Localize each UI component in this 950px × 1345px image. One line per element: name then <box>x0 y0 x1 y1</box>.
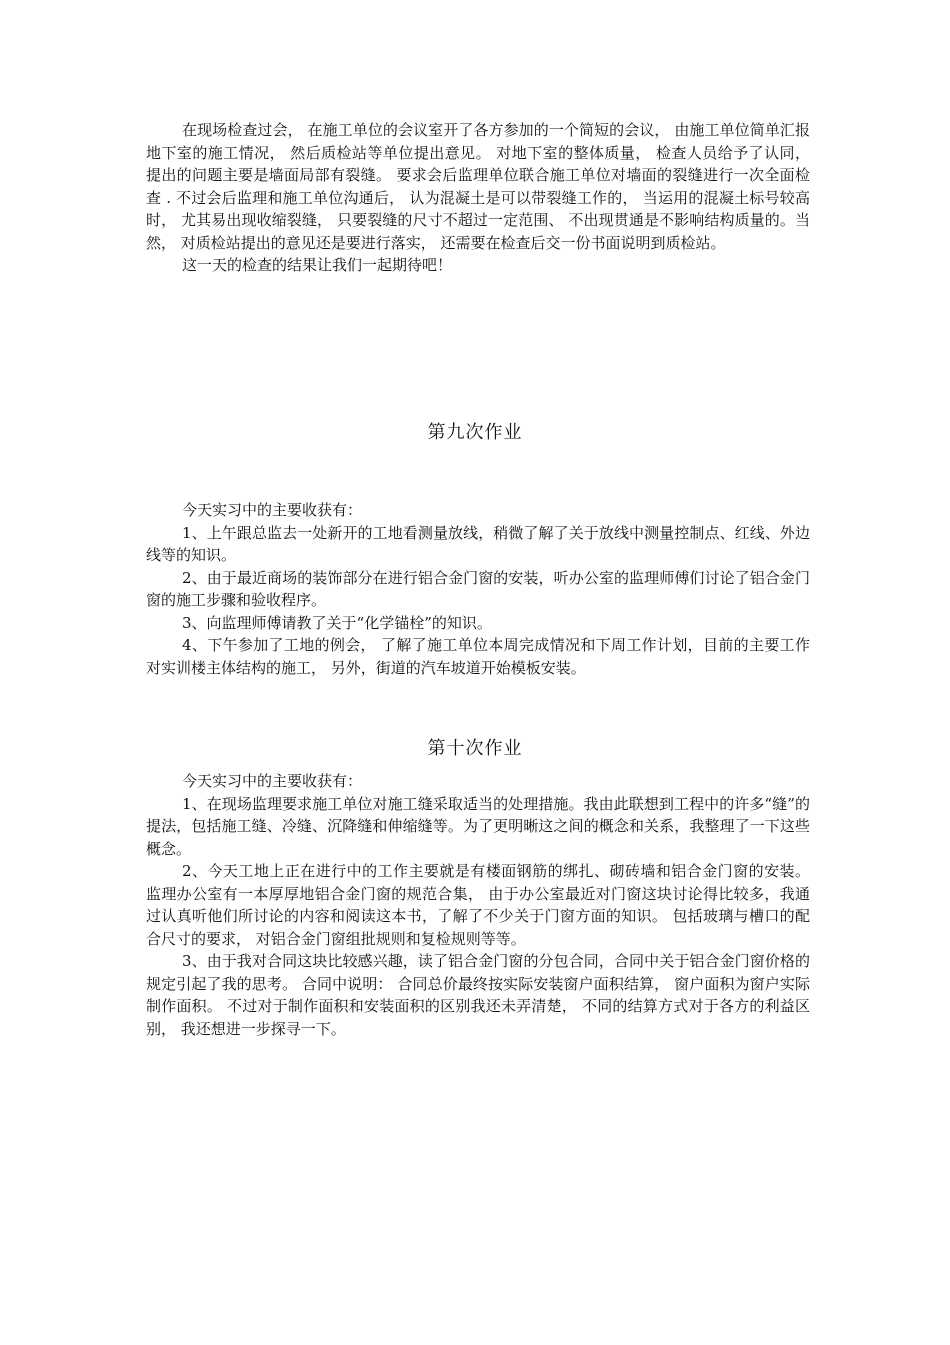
tenth-item-2: 2、今天工地上正在进行中的工作主要就是有楼面钢筋的绑扎、砌砖墙和铝合金门窗的安装。 监理办公室有一本厚厚地铝合金门窗的规范合集， 由于办公室最近对门窗这块讨论得比较多，我通过认真听他们所讨论的内容和阅读这本书，了解了不少关于门窗方面的知识。 包括玻璃与槽口的配合尺寸的要求， 对铝合金门窗组批规则和复检规则等等。 <box>146 862 810 948</box>
tenth-assignment-title: 第十次作业 <box>427 738 523 759</box>
tenth-item-3: 3、由于我对合同这块比较感兴趣，读了铝合金门窗的分包合同，合同中关于铝合金门窗价格的规定引起了我的思考。 合同中说明： 合同总价最终按实际安装窗户面积结算， 窗户面积为窗户实际制作面积。 不过对于制作面积和安装面积的区别我还未弄清楚， 不同的结算方式对于各方的利益区别， 我还想进一步探寻一下。 <box>146 952 810 1038</box>
ninth-item-2: 2、由于最近商场的装饰部分在进行铝合金门窗的安装，听办公室的监理师傅们讨论了铝合金门窗的施工步骤和验收程序。 <box>146 568 810 609</box>
intro-section <box>146 119 810 277</box>
ninth-assignment-title: 第九次作业 <box>427 422 523 443</box>
tenth-assignment-body <box>146 770 810 1040</box>
tenth-intro-text: 今天实习中的主要收获有： <box>182 772 363 790</box>
ninth-item-3: 3、向监理师傅请教了关于“化学锚栓”的知识。 <box>182 613 492 632</box>
tenth-item-1: 1、在现场监理要求施工单位对施工缝采取适当的处理措施。我由此联想到工程中的许多“缝”的提法，包括施工缝、冷缝、沉降缝和伸缩缝等。为了更明晰这之间的概念和关系，我整理了一下这些概念。 <box>146 794 810 858</box>
intro-closing-paragraph: 这一天的检查的结果让我们一起期待吧！ <box>182 256 453 274</box>
ninth-item-1: 1、上午跟总监去一处新开的工地看测量放线，稍微了解了关于放线中测量控制点、红线、外边线等的知识。 <box>146 523 810 564</box>
intro-paragraph: 在现场检查过会， 在施工单位的会议室开了各方参加的一个简短的会议， 由施工单位简单汇报地下室的施工情况， 然后质检站等单位提出意见。 对地下室的整体质量， 检查人员给予了认同， 提出的问题主要是墙面局部有裂缝。 要求会后监理单位联合施工单位对墙面的裂缝进行一次全面检查 . 不过会后监理和施工单位沟通后， 认为混凝土是可以带裂缝工作的， 当运用的混凝土标号较高时， 尤其易出现收缩裂缝， 只要裂缝的尺寸不超过一定范围、 不出现贯通是不影响结构质量的。当然， 对质检站提出的意见还是要进行落实， 还需要在检查后交一份书面说明到质检站。 <box>146 121 810 252</box>
ninth-assignment-body <box>146 499 810 679</box>
ninth-intro-text: 今天实习中的主要收获有： <box>182 501 363 519</box>
ninth-item-4: 4、下午参加了工地的例会， 了解了施工单位本周完成情况和下周工作计划，目前的主要工作对实训楼主体结构的施工， 另外，街道的汽车坡道开始模板安装。 <box>146 636 810 677</box>
